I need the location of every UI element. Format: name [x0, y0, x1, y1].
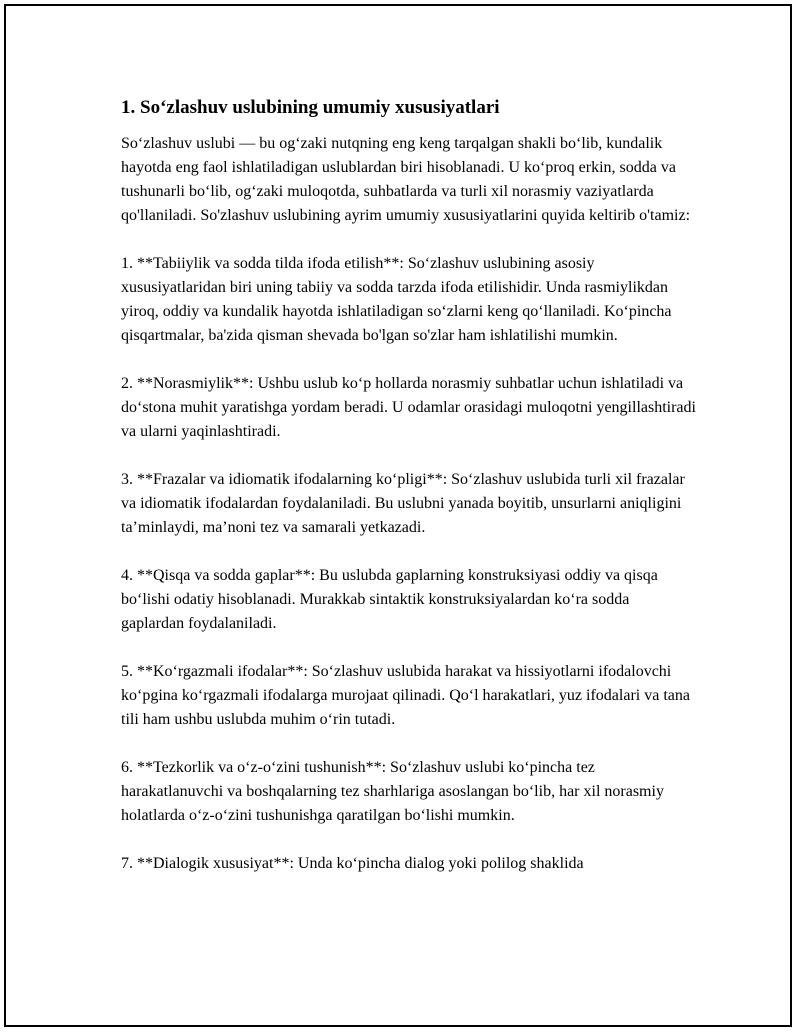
section-heading: 1. So‘zlashuv uslubining umumiy xususiyatlari [121, 97, 500, 118]
list-item-5: 5. **Ko‘rgazmali ifodalar**: So‘zlashuv uslubida harakat va hissiyotlarni ifodalovchi ko‘pgina ko‘rgazmali ifodalarga murojaat qilinadi. Qo‘l harakatlari, yuz ifodalari va tana tili ham ushbu uslubda muhim o‘rin tutadi. [121, 663, 690, 728]
list-item-7: 7. **Dialogik xususiyat**: Unda ko‘pincha dialog yoki polilog shaklida [121, 855, 584, 872]
list-item-3: 3. **Frazalar va idiomatik ifodalarning ko‘pligi**: So‘zlashuv uslubida turli xil frazalar va idiomatik ifodalardan foydalaniladi. Bu uslubni yanada boyitib, unsurlarni aniqligini ta’minlaydi, ma’noni tez va samarali yetkazadi. [121, 471, 685, 536]
document-page [4, 4, 792, 1027]
intro-paragraph: So‘zlashuv uslubi — bu og‘zaki nutqning eng keng tarqalgan shakli bo‘lib, kundalik hayotda eng faol ishlatiladigan uslublardan biri hisoblanadi. U ko‘proq erkin, sodda va tushunarli bo‘lib, og‘zaki muloqotda, suhbatlarda va turli xil norasmiy vaziyatlarda qo'llaniladi. So'zlashuv uslubining ayrim umumiy xususiyatlarini quyida keltirib o'tamiz: [121, 135, 691, 224]
list-item-6: 6. **Tezkorlik va o‘z-o‘zini tushunish**: So‘zlashuv uslubi ko‘pincha tez harakatlanuvchi va boshqalarning tez sharhlariga asoslangan bo‘lib, har xil norasmiy holatlarda o‘z-o‘zini tushunishga qaratilgan bo‘lishi mumkin. [121, 759, 664, 824]
document-body [121, 96, 696, 900]
list-item-2: 2. **Norasmiylik**: Ushbu uslub ko‘p hollarda norasmiy suhbatlar uchun ishlatiladi va do‘stona muhit yaratishga yordam beradi. U odamlar orasidagi muloqotni yengillashtiradi va ularni yaqinlashtiradi. [121, 375, 696, 440]
list-item-4: 4. **Qisqa va sodda gaplar**: Bu uslubda gaplarning konstruksiyasi oddiy va qisqa bo‘lishi odatiy hisoblanadi. Murakkab sintaktik konstruksiyalardan ko‘ra sodda gaplardan foydalaniladi. [121, 567, 658, 632]
list-item-1: 1. **Tabiiylik va sodda tilda ifoda etilish**: So‘zlashuv uslubining asosiy xususiyatlaridan biri uning tabiiy va sodda tarzda ifoda etilishidir. Unda rasmiylikdan yiroq, oddiy va kundalik hayotda ishlatiladigan so‘zlarni keng qo‘llaniladi. Ko‘pincha qisqartmalar, ba'zida qisman shevada bo'lgan so'zlar ham ishlatilishi mumkin. [121, 255, 672, 344]
